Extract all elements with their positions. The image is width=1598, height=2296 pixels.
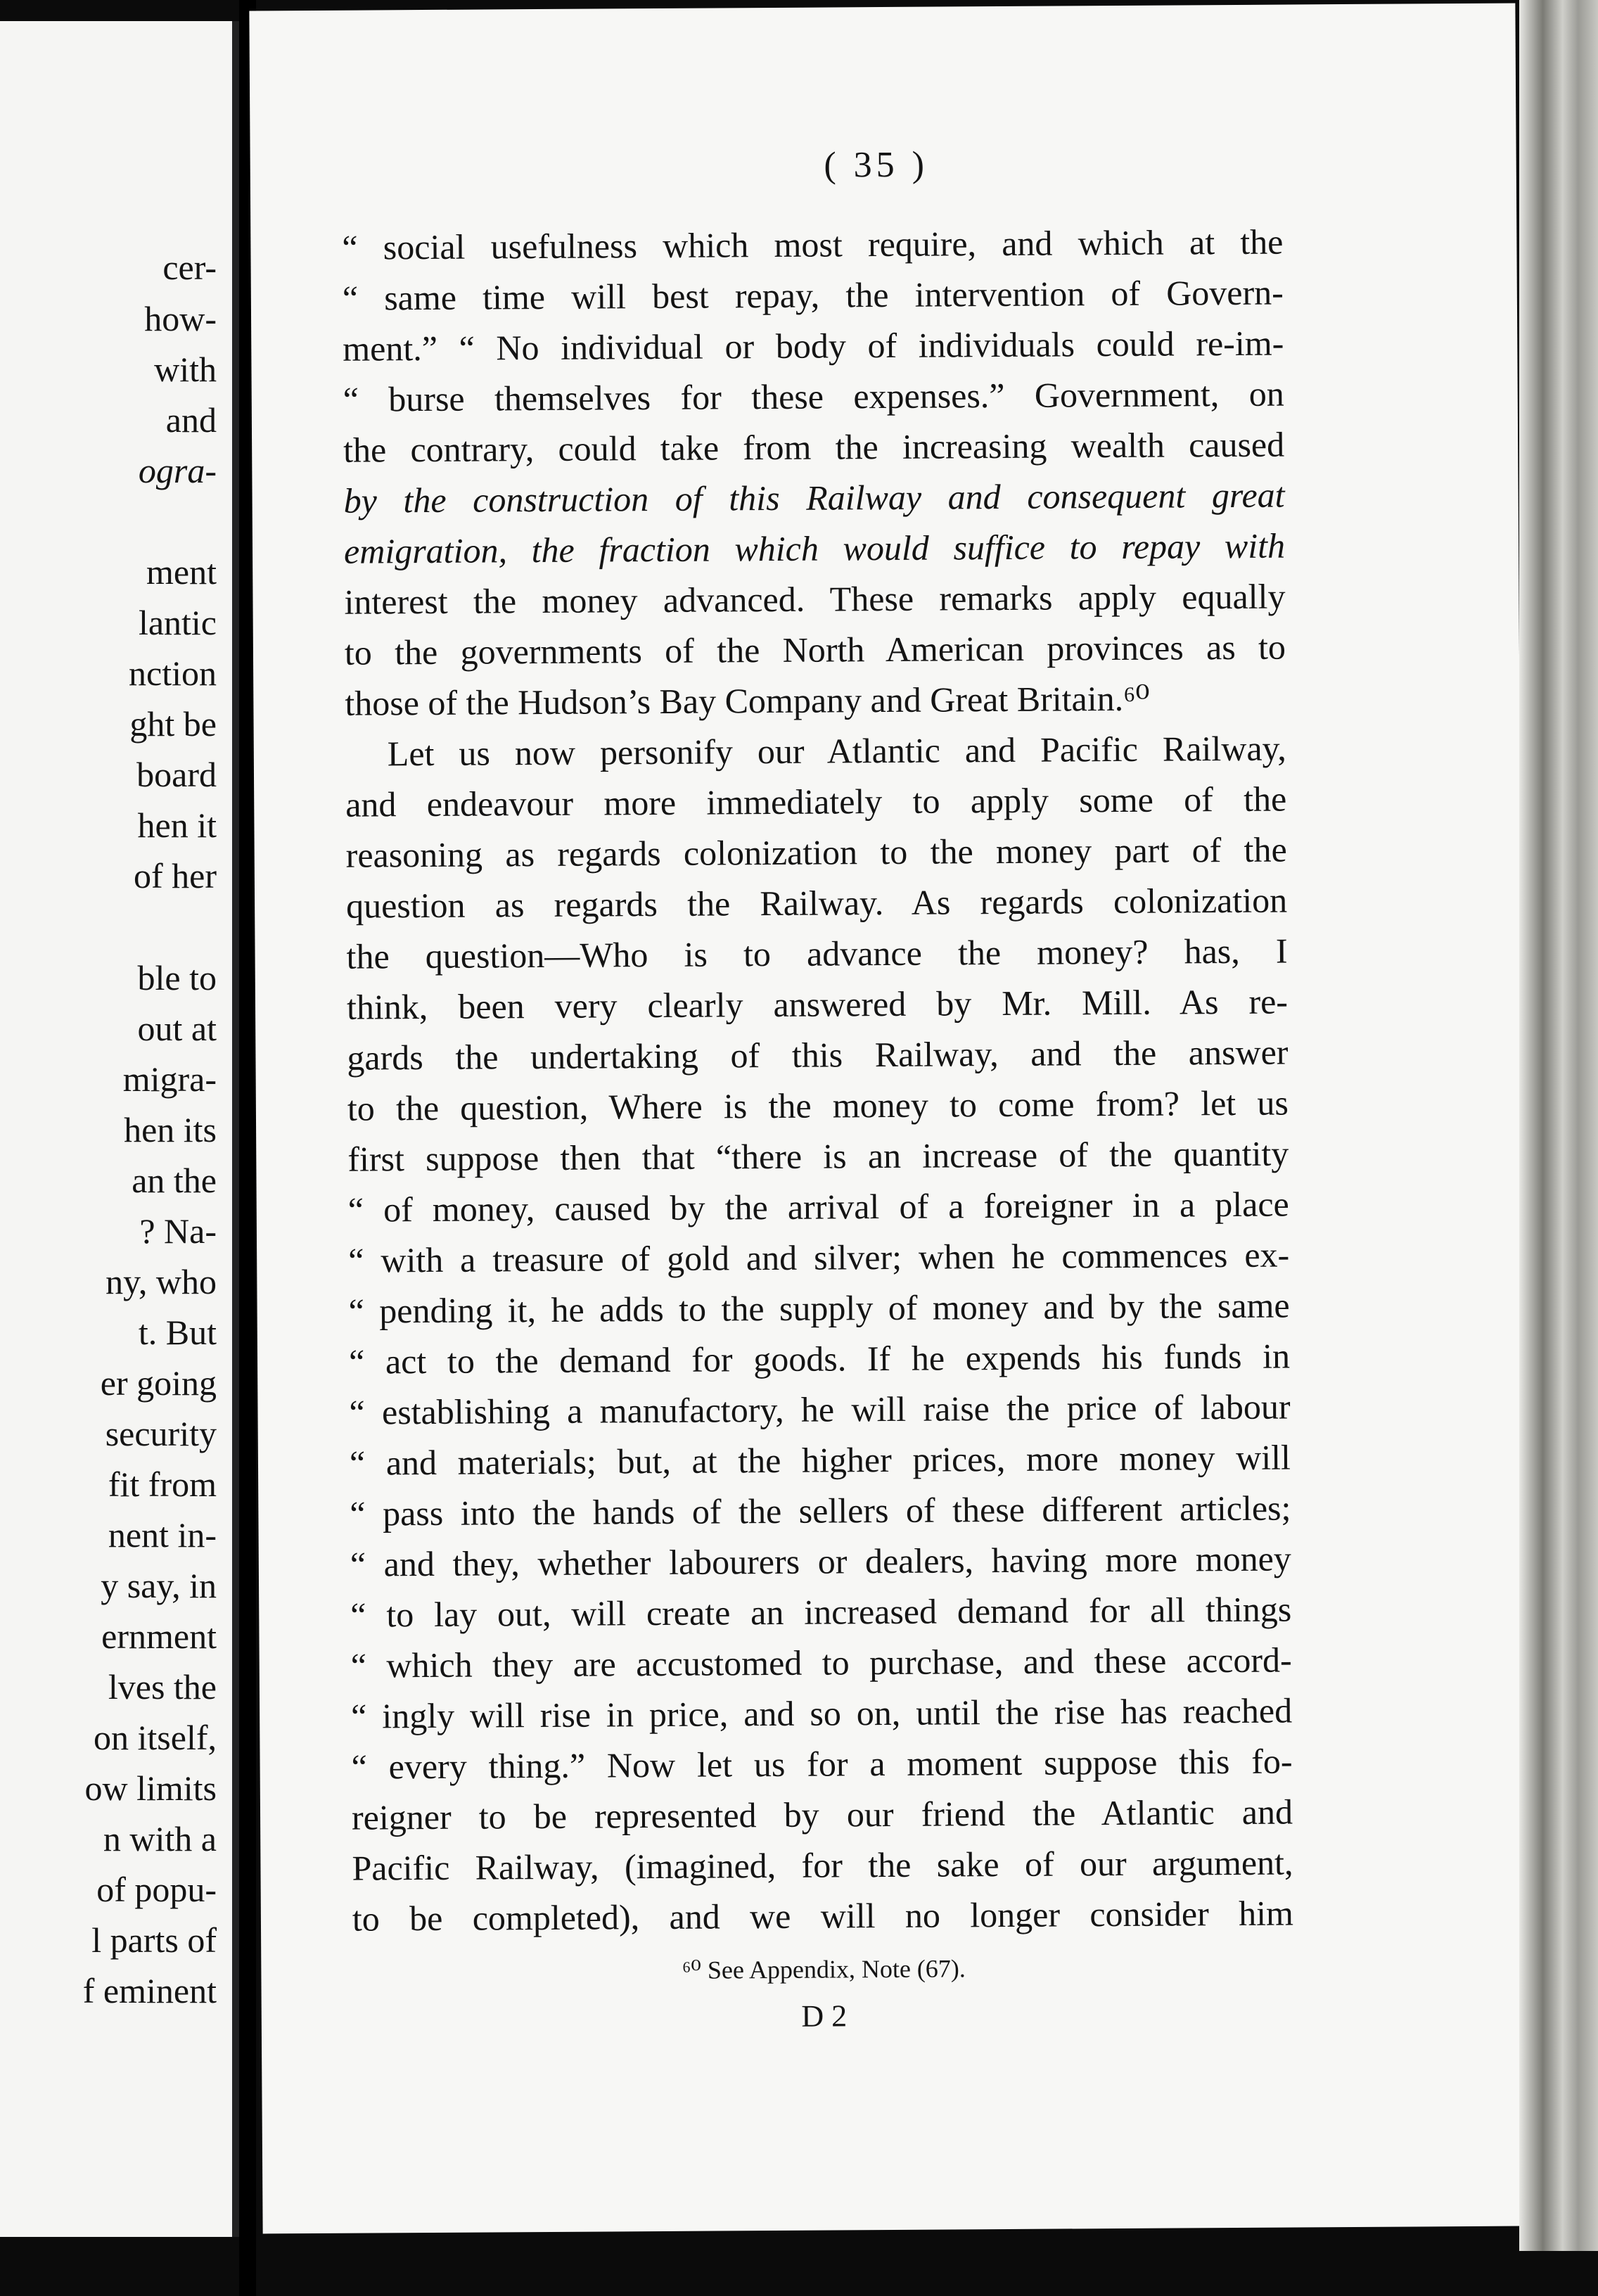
body-line: first suppose then that “there is an increase of the quantity: [347, 1133, 1289, 1179]
body-line: Pacific Railway, (imagined, for the sake of our argument,: [352, 1842, 1293, 1888]
left-line: of her: [134, 856, 217, 895]
left-line: ble to: [137, 958, 217, 997]
left-line: ght be: [129, 704, 217, 744]
left-line: lves the: [108, 1667, 217, 1707]
body-line: “ burse themselves for these expenses.” Government, on: [343, 374, 1284, 419]
left-line: ment: [146, 552, 217, 592]
left-line: and: [165, 400, 217, 440]
left-line: ny, who: [106, 1262, 217, 1301]
signature-mark: D 2: [801, 1998, 848, 2034]
body-line: think, been very clearly answered by Mr. Mill. As re-: [346, 981, 1289, 1027]
left-line: y say, in: [101, 1566, 217, 1605]
body-line: “ pass into the hands of the sellers of these different articles;: [350, 1488, 1291, 1533]
left-line: f eminent: [82, 1971, 217, 2010]
body-line: to be completed), and we will no longer consider him: [352, 1893, 1294, 1939]
left-line: security: [105, 1414, 217, 1453]
main-page: [249, 4, 1528, 2234]
body-line: interest the money advanced. These remarks apply equally: [344, 576, 1286, 622]
body-line: to the question, Where is the money to come from? let us: [347, 1083, 1289, 1128]
left-line: n with a: [103, 1819, 217, 1858]
footnote: ⁶⁰ See Appendix, Note (67).: [682, 1954, 966, 1984]
body-line: “ pending it, he adds to the supply of money and by the same: [348, 1285, 1290, 1331]
left-line: ernment: [101, 1616, 217, 1656]
body-line: “ which they are accustomed to purchase, and these accord-: [350, 1640, 1292, 1685]
body-line: emigration, the fraction which would suffice to repay with: [343, 525, 1286, 571]
left-line: hen it: [137, 805, 217, 845]
body-line: to the governments of the North American provinces as to: [344, 627, 1286, 672]
body-line: ment.” “ No individual or body of individuals could re-im-: [343, 323, 1284, 369]
body-line: gards the undertaking of this Railway, and the answer: [347, 1032, 1289, 1078]
body-line: by the construction of this Railway and consequent great: [343, 475, 1285, 521]
body-line: the contrary, could take from the increasing wealth caused: [343, 424, 1285, 470]
body-line: question as regards the Railway. As regards colonization: [345, 880, 1288, 926]
left-page-fragment: [0, 21, 239, 2237]
left-line: fit from: [108, 1465, 217, 1504]
left-line: board: [136, 755, 217, 794]
body-line: “ ingly will rise in price, and so on, until the rise has reached: [351, 1690, 1293, 1736]
left-line: l parts of: [91, 1920, 217, 1960]
body-line: reasoning as regards colonization to the money part of the: [345, 829, 1287, 875]
body-line: reigner to be represented by our friend the Atlantic and: [351, 1792, 1293, 1837]
body-line: “ and they, whether labourers or dealers, having more money: [350, 1538, 1292, 1584]
body-line: those of the Hudson’s Bay Company and Great Britain.⁶⁰: [345, 678, 1150, 723]
left-line: er going: [100, 1363, 217, 1403]
left-line: out at: [137, 1009, 217, 1048]
body-line: “ of money, caused by the arrival of a foreigner in a place: [347, 1184, 1289, 1230]
left-line: ow limits: [84, 1768, 217, 1808]
body-line: Let us now personify our Atlantic and Pacific Railway,: [387, 728, 1286, 774]
body-line: “ and materials; but, at the higher prices, more money will: [349, 1437, 1291, 1483]
left-line: ? Na-: [139, 1211, 217, 1251]
body-line: “ to lay out, will create an increased demand for all things: [350, 1589, 1292, 1635]
body-line: “ same time will best repay, the intervention of Govern-: [342, 272, 1284, 318]
left-line: lantic: [138, 603, 217, 642]
left-line: on itself,: [94, 1718, 217, 1757]
body-line: “ establishing a manufactory, he will raise the price of labour: [349, 1386, 1291, 1432]
left-line: ogra-: [138, 451, 217, 490]
body-line: “ act to the demand for goods. If he expends his funds in: [348, 1336, 1291, 1382]
body-line: “ with a treasure of gold and silver; when he commences ex-: [348, 1235, 1290, 1280]
body-line: the question—Who is to advance the money? has, I: [346, 931, 1288, 976]
left-line: migra-: [122, 1059, 217, 1099]
left-line: nent in-: [108, 1515, 217, 1555]
left-line: how-: [144, 299, 217, 338]
body-line: “ every thing.” Now let us for a moment suppose this fo-: [351, 1741, 1293, 1787]
left-line: hen its: [124, 1110, 217, 1149]
left-line: t. But: [138, 1313, 217, 1352]
left-line: an the: [132, 1161, 217, 1200]
body-line: and endeavour more immediately to apply some of the: [345, 779, 1287, 824]
page-number: ( 35 ): [824, 144, 929, 186]
left-line: with: [154, 350, 217, 389]
left-line: of popu-: [96, 1870, 217, 1909]
left-line: nction: [129, 653, 217, 693]
left-line: cer-: [162, 248, 217, 287]
body-line: “ social usefulness which most require, and which at the: [342, 222, 1284, 267]
page-edges: [1519, 0, 1598, 2251]
